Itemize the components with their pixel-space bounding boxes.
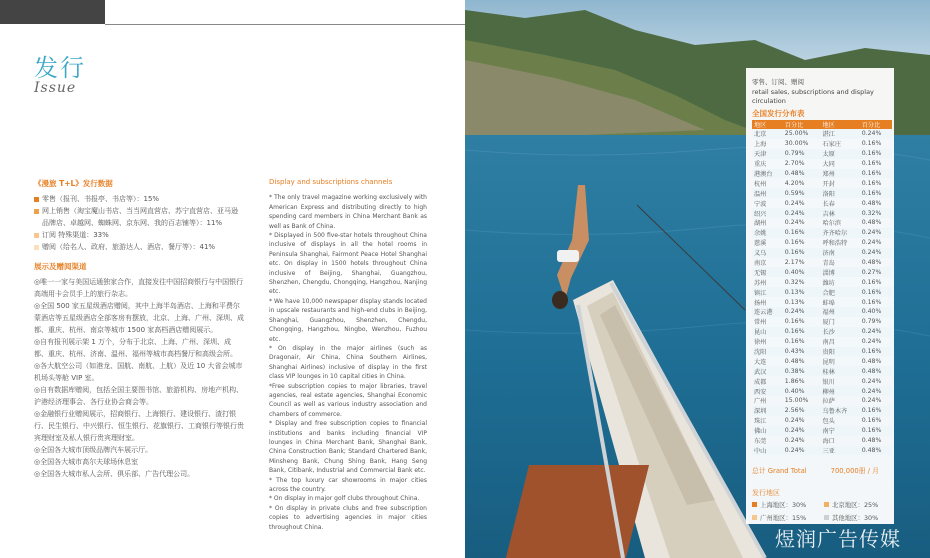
region-cell: 广州 — [754, 398, 767, 406]
table-row — [752, 248, 892, 258]
percent-cell: 0.40% — [783, 267, 821, 277]
table-row — [752, 287, 892, 297]
legend-item — [34, 241, 244, 253]
region-cell: 武汉 — [752, 366, 783, 376]
region-text: 上海地区：30% — [760, 501, 807, 509]
grand-total-value: 700,000册 / 月 — [830, 467, 879, 475]
percent-cell: 0.16% — [860, 149, 892, 159]
percent-cell: 0.79% — [861, 318, 882, 326]
channel-item-en: * On display in the major airlines (such as Dragonair, Air China, China Southern Airlines, Shanghai Airlines) inclusive of display in the first class VIP lounges in 10 capital cities in China. — [269, 344, 427, 381]
table-row — [752, 376, 892, 386]
legend-item — [34, 205, 244, 229]
legend-text: 订阅 特殊渠道：33% — [42, 231, 109, 239]
header-region: 地区 — [752, 120, 783, 129]
region-cell: 淄博 — [820, 267, 859, 277]
percent-cell: 2.56% — [783, 406, 821, 416]
table-row — [752, 436, 892, 446]
percent-cell: 0.48% — [784, 357, 805, 365]
region-cell: 绍兴 — [752, 208, 783, 218]
channel-item-en: * Displayed in 500 five-star hotels throughout China inclusive of displays in all the hotel rooms in Peninsula Shanghai, Fairmont Peace Hotel Shanghai etc. On display in 1500 hotels throughout China inclusive of Beijing, Shanghai, Guangzhou, Shenzhen, Chengdu, Chongqing, Hangzhou, Nanjing etc. — [269, 232, 427, 296]
percent-cell: 0.24% — [784, 219, 805, 227]
percent-cell: 0.24% — [784, 437, 805, 445]
region-cell: 石家庄 — [822, 141, 842, 149]
distribution-data-heading: 《漫旅 T+L》发行数据 — [34, 179, 113, 188]
right-page — [465, 0, 930, 558]
channel-item-en: * The top luxury car showrooms in major cities across the country. — [269, 476, 427, 493]
region-cell: 连云港 — [752, 307, 783, 317]
region-cell: 南京 — [754, 260, 767, 268]
region-cell: 贵阳 — [820, 347, 859, 357]
percent-cell: 0.16% — [783, 327, 821, 337]
channel-item: ◎自有数据库赠阅，包括全国主要图书馆、旅游机构、房地产机构、沪港经济理事会、各行业协会商会等。 — [34, 386, 244, 406]
percent-cell: 0.16% — [861, 298, 882, 306]
region-swatch — [752, 515, 757, 520]
region-cell: 沈阳 — [752, 347, 783, 357]
percent-cell: 30.00% — [784, 140, 809, 148]
percent-cell: 0.48% — [861, 357, 882, 365]
region-swatch — [824, 515, 829, 520]
region-cell: 福州 — [820, 307, 859, 317]
percent-cell: 0.48% — [860, 446, 892, 456]
percent-cell: 0.24% — [783, 446, 821, 456]
channel-item-en: * On display in private clubs and free subscription copies to advertising agencies in major cities throughout China. — [269, 504, 427, 531]
region-text: 广州地区：15% — [760, 514, 807, 522]
table-row — [752, 356, 892, 366]
region-cell: 宁波 — [754, 200, 767, 208]
percent-cell: 1.86% — [784, 377, 805, 385]
table-row — [752, 169, 892, 179]
region-cell: 杭州 — [754, 180, 767, 188]
table-row — [752, 267, 892, 277]
channel-item-en: * We have 10,000 newspaper display stands located in upscale restaurants and high-end clubs in Beijing, Shanghai, Guangzhou, Shenzhen, Chengdu, Chongqing, Hangzhou, Ningbo, Wenzhou, Fuzhou etc. — [269, 297, 427, 343]
table-row — [752, 396, 892, 406]
region-cell: 深圳 — [752, 406, 783, 416]
region-cell: 南宁 — [820, 426, 859, 436]
table-row — [752, 406, 892, 416]
percent-cell: 0.40% — [783, 386, 821, 396]
region-item — [752, 513, 824, 522]
region-cell: 南昌 — [822, 339, 835, 347]
header-percent: 百分比 — [783, 120, 821, 129]
percent-cell: 0.16% — [784, 239, 805, 247]
region-cell: 重庆 — [754, 161, 767, 169]
region-text: 其他地区：30% — [832, 514, 879, 522]
region-text: 北京地区：25% — [832, 501, 879, 509]
channel-item: ◎唯一一家与美国运通独家合作，直接发往中国招商银行与中国银行高端用卡会员手上的旅行杂志。 — [34, 278, 244, 298]
panel-subtitle-en: retail sales, subscriptions and display circulation — [752, 87, 874, 105]
grand-total — [752, 465, 892, 475]
percent-cell: 0.16% — [784, 318, 805, 326]
percent-cell: 0.16% — [860, 188, 892, 198]
region-cell: 太原 — [820, 149, 859, 159]
channel-item: ◎各大航空公司（如港龙、国航、南航、上航）及近 10 大省会城市机场头等舱 VIP 室。 — [34, 362, 243, 382]
percent-cell: 0.79% — [783, 149, 821, 159]
channel-item: ◎全国 500 家五星级酒店赠阅，其中上海半岛酒店、上海和平费尔蒙酒店等五星级酒店全部客房有摆放，北京、上海、广州、深圳、成都、重庆、杭州、南京等城市 1500 家高档酒店赠阅展示。 — [34, 302, 244, 334]
legend-item — [34, 193, 244, 205]
watermark: 煜润广告传媒 — [775, 527, 901, 551]
channel-item-en: *Free subscription copies to major libraries, travel agencies, real estate agencies, Shanghai Economic Council as well as various industry association and chambers of commerce. — [269, 382, 427, 418]
region-cell: 余姚 — [752, 228, 783, 238]
region-cell: 郑州 — [820, 169, 859, 179]
percent-cell: 0.48% — [861, 219, 882, 227]
channel-item: ◎全国各大城市顶级品牌汽车展示厅。 — [34, 446, 153, 454]
table-row — [752, 446, 892, 456]
legend-text: 网上销售（淘宝魔山书店、当当网直营店、苏宁直营店、亚马逊品牌店、卓越网、蜘蛛网、京东网、我的百志铺等）：11% — [42, 207, 238, 227]
distribution-table — [752, 120, 892, 455]
legend-swatch — [34, 209, 39, 214]
region-cell: 青岛 — [822, 260, 835, 268]
percent-cell: 0.16% — [860, 169, 892, 179]
panel-subtitle-cn: 零售、订阅、赠阅 — [752, 78, 804, 86]
table-row — [752, 228, 892, 238]
percent-cell: 0.16% — [783, 228, 821, 238]
channel-item-en: * On display in major golf clubs throughout China. — [269, 495, 420, 503]
table-row — [752, 139, 892, 149]
region-item — [824, 513, 892, 522]
region-cell: 佛山 — [752, 426, 783, 436]
table-row — [752, 386, 892, 396]
chinese-column — [34, 178, 244, 480]
region-cell: 洛阳 — [820, 188, 859, 198]
region-cell: 徐州 — [754, 339, 767, 347]
channel-item: ◎自有报刊展示架 1 万个，分布于北京、上海、广州、深圳、成都、重庆、杭州、济南、温州、福州等城市高档餐厅和高级会所。 — [34, 338, 237, 358]
percent-cell: 0.48% — [861, 437, 882, 445]
panel-subtitle — [752, 78, 892, 107]
channel-item: ◎全国各大城市高尔夫球场休息室 — [34, 458, 139, 466]
region-cell: 潍坊 — [822, 279, 835, 287]
percent-cell: 0.48% — [860, 366, 892, 376]
percent-cell: 0.16% — [784, 338, 805, 346]
legend-item — [34, 229, 244, 241]
table-row — [752, 297, 892, 307]
table-row — [752, 307, 892, 317]
table-row — [752, 129, 892, 139]
table-header-row — [752, 120, 892, 129]
region-cell: 慈溪 — [754, 240, 767, 248]
percent-cell: 2.70% — [784, 160, 805, 168]
grand-total-label: 总计 Grand Total — [752, 467, 807, 475]
region-cell: 柳州 — [820, 386, 859, 396]
region-cell: 扬州 — [754, 299, 767, 307]
region-cell: 济南 — [820, 248, 859, 258]
percent-cell: 0.16% — [861, 140, 882, 148]
table-row — [752, 366, 892, 376]
percent-cell: 0.24% — [861, 338, 882, 346]
percent-cell: 0.16% — [860, 287, 892, 297]
header-region-2: 地区 — [820, 120, 859, 129]
region-cell: 昆明 — [822, 358, 835, 366]
region-cell: 哈尔滨 — [822, 220, 842, 228]
page-subtitle: Issue — [34, 80, 77, 96]
region-cell: 长沙 — [820, 327, 859, 337]
table-row — [752, 337, 892, 347]
percent-cell: 0.32% — [784, 278, 805, 286]
region-legend — [752, 500, 892, 522]
table-row — [752, 188, 892, 198]
percent-cell: 0.24% — [861, 239, 882, 247]
region-cell: 港澳台 — [752, 169, 783, 179]
region-cell: 拉萨 — [822, 398, 835, 406]
region-cell: 合肥 — [820, 287, 859, 297]
channel-item-en: * Display and free subscription copies to financial institutions and banks including financial VIP lounges in China Merchant Bank, Shanghai Bank, China Construction Bank; Standard Chartered Bank, Minsheng Bank, Chung Shing Bank, Hang Seng Bank, Citibank, Industrial and Commercial Bank etc. — [269, 420, 427, 475]
region-cell: 开封 — [822, 180, 835, 188]
region-cell: 镇江 — [752, 287, 783, 297]
table-row — [752, 198, 892, 208]
region-cell: 湛江 — [820, 129, 859, 139]
percent-cell: 0.32% — [860, 208, 892, 218]
legend-text: 零售（报刊、书报亭、书店等）：15% — [42, 195, 160, 203]
percent-cell: 0.24% — [860, 248, 892, 258]
region-cell: 上海 — [754, 141, 767, 149]
table-row — [752, 258, 892, 268]
region-cell: 成都 — [754, 378, 767, 386]
percent-cell: 25.00% — [783, 129, 821, 139]
table-row — [752, 347, 892, 357]
percent-cell: 4.20% — [784, 179, 805, 187]
region-cell: 大同 — [822, 161, 835, 169]
percent-cell: 0.24% — [860, 129, 892, 139]
header-percent-2: 百分比 — [860, 120, 892, 129]
region-title: 发行地区 — [752, 489, 780, 497]
top-rule — [0, 0, 465, 24]
percent-cell: 0.16% — [861, 278, 882, 286]
region-cell: 温州 — [752, 188, 783, 198]
percent-cell: 0.24% — [784, 199, 805, 207]
region-cell: 昆山 — [752, 327, 783, 337]
page-title: 发行 — [34, 54, 86, 82]
region-cell: 义乌 — [752, 248, 783, 258]
percent-cell: 0.24% — [783, 426, 821, 436]
percent-cell: 0.24% — [784, 417, 805, 425]
percent-cell: 0.38% — [783, 366, 821, 376]
percent-cell: 0.24% — [861, 397, 882, 405]
region-cell: 长春 — [822, 200, 835, 208]
percent-cell: 2.17% — [784, 259, 805, 267]
table-row — [752, 426, 892, 436]
percent-cell: 0.48% — [861, 259, 882, 267]
percent-cell: 0.13% — [784, 298, 805, 306]
region-cell: 桂林 — [820, 366, 859, 376]
percent-cell: 0.24% — [860, 228, 892, 238]
channels-list-en — [269, 193, 427, 532]
percent-cell: 0.16% — [861, 160, 882, 168]
region-cell: 苏州 — [754, 279, 767, 287]
region-cell: 蚌埠 — [822, 299, 835, 307]
channel-item-en: * The only travel magazine working exclusively with American Express and distributing directly to high spending card members in China Merchant Bank as well as Bank of China. — [269, 194, 427, 230]
table-row — [752, 317, 892, 327]
region-cell: 包头 — [822, 418, 835, 426]
percent-cell: 0.16% — [860, 426, 892, 436]
table-row — [752, 238, 892, 248]
percent-cell: 0.16% — [861, 179, 882, 187]
percent-cell: 0.24% — [783, 208, 821, 218]
percent-cell: 0.43% — [783, 347, 821, 357]
percent-cell: 0.24% — [860, 386, 892, 396]
region-cell: 海口 — [822, 438, 835, 446]
percent-cell: 0.27% — [860, 267, 892, 277]
region-swatch — [824, 502, 829, 507]
percent-cell: 0.59% — [783, 188, 821, 198]
percent-cell: 0.16% — [860, 347, 892, 357]
percent-cell: 0.16% — [860, 406, 892, 416]
region-cell: 乌鲁木齐 — [820, 406, 859, 416]
table-row — [752, 327, 892, 337]
region-cell: 北京 — [752, 129, 783, 139]
percent-cell: 0.48% — [861, 199, 882, 207]
region-cell: 厦门 — [822, 319, 835, 327]
legend-text: 赠阅（给名人、政府、旅游达人、酒店、餐厅等）：41% — [42, 243, 216, 251]
channels-list — [34, 276, 244, 480]
percent-cell: 0.48% — [783, 169, 821, 179]
channels-heading: 展示及赠阅渠道 — [34, 262, 87, 271]
channel-item: ◎全国各大城市私人会所、俱乐部、广告代理公司。 — [34, 470, 195, 478]
region-cell: 呼和浩特 — [822, 240, 848, 248]
legend-swatch — [34, 197, 39, 202]
region-cell: 东莞 — [754, 438, 767, 446]
region-cell: 中山 — [752, 446, 783, 456]
table-row — [752, 218, 892, 228]
region-cell: 银川 — [822, 378, 835, 386]
legend-swatch — [34, 245, 39, 250]
table-row — [752, 178, 892, 188]
table-row — [752, 416, 892, 426]
table-row — [752, 159, 892, 169]
table-row — [752, 149, 892, 159]
region-cell: 西安 — [752, 386, 783, 396]
percent-cell: 0.16% — [861, 417, 882, 425]
percent-cell: 0.24% — [860, 327, 892, 337]
region-cell: 珠江 — [754, 418, 767, 426]
percent-cell: 0.40% — [860, 307, 892, 317]
region-cell: 大连 — [754, 358, 767, 366]
english-column — [269, 178, 427, 532]
region-cell: 湖州 — [754, 220, 767, 228]
region-cell: 天津 — [752, 149, 783, 159]
channel-item: ◎金融银行业赠阅展示，招商银行、上海银行、建设银行、渣打银行、民生银行、中兴银行、恒生银行、花旗银行、工商银行等银行贵宾理财室及私人银行贵宾理财室。 — [34, 410, 244, 442]
top-dark-bar — [0, 0, 105, 24]
percent-cell: 0.24% — [783, 307, 821, 317]
region-cell: 三亚 — [820, 446, 859, 456]
distribution-table-title: 全国发行分布表 — [752, 109, 805, 118]
percent-cell: 15.00% — [784, 397, 809, 405]
region-cell: 无锡 — [752, 267, 783, 277]
region-swatch — [752, 502, 757, 507]
region-cell: 齐齐哈尔 — [820, 228, 859, 238]
region-item — [824, 500, 892, 509]
legend-swatch — [34, 233, 39, 238]
region-item — [752, 500, 824, 509]
distribution-panel — [746, 68, 894, 524]
percent-cell: 0.24% — [861, 377, 882, 385]
region-cell: 常州 — [754, 319, 767, 327]
region-cell: 吉林 — [820, 208, 859, 218]
table-row — [752, 277, 892, 287]
channels-heading-en: Display and subscriptions channels — [269, 178, 393, 186]
distribution-legend — [34, 193, 244, 253]
table-row — [752, 208, 892, 218]
percent-cell: 0.13% — [783, 287, 821, 297]
percent-cell: 0.16% — [783, 248, 821, 258]
